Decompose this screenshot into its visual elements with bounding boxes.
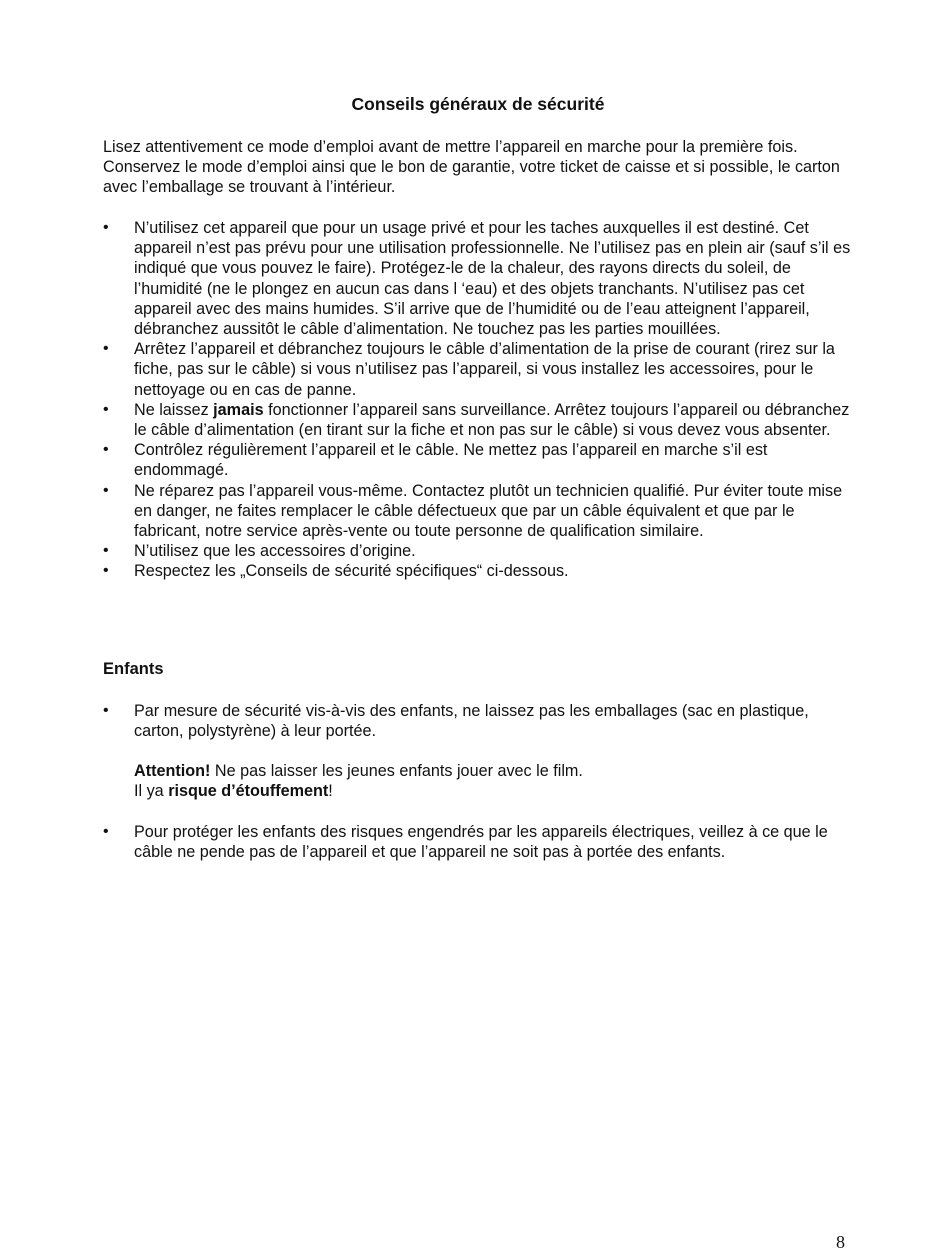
list-item: [103, 218, 853, 339]
list-item: [103, 541, 853, 561]
bullet-icon: •: [103, 219, 109, 236]
risk-prefix: Il ya: [134, 782, 169, 801]
risk-emphasis: risque d’étouffement: [168, 782, 329, 801]
bullet-icon: •: [103, 400, 109, 418]
list-item: [103, 561, 853, 581]
list-item-text: N’utilisez cet appareil que pour un usage privé et pour les taches auxquelles il est destiné. Cet appareil n’est pas prévu pour une utilisation professionnelle. Ne l’utilisez pas en plein air (sauf s’il es indiqué que vous pouvez le faire). Protégez-le de la chaleur, des rayons directs du soleil, de l’humidité (ne le plongez en aucun cas dans l ‘eau) et des objets tranchants. N’utilisez pas cet appareil avec des mains humides. S’il arrive que de l’humidité ou de l’eau atteignent l’appareil, débranchez aussitôt le câble d’alimentation. Ne touchez pas les parties mouillées.: [134, 219, 851, 339]
bullet-icon: •: [103, 481, 109, 499]
attention-label: Attention!: [134, 762, 211, 780]
list-item: [103, 701, 853, 741]
children-list-2: [103, 822, 853, 862]
page-number: 8: [836, 1232, 845, 1252]
children-list: [103, 701, 853, 741]
bullet-icon: •: [103, 702, 109, 719]
list-item-text: N’utilisez que les accessoires d’origine.: [134, 542, 416, 561]
safety-list: [103, 218, 853, 582]
page-title: Conseils généraux de sécurité: [351, 94, 605, 114]
list-item: [103, 481, 853, 542]
list-item-text: Respectez les „Conseils de sécurité spécifiques“ ci-dessous.: [134, 562, 569, 581]
bullet-icon: •: [103, 562, 109, 580]
text-segment: Ne laissez: [134, 400, 214, 419]
list-item: [103, 400, 853, 440]
list-item-text: Arrêtez l’appareil et débranchez toujours le câble d’alimentation de la prise de courant (rirez sur la fiche, pas sur le câble) si vous n’utilisez pas l’appareil, si vous installez les accessoires, pour le nettoyage ou en cas de panne.: [134, 340, 835, 399]
bullet-icon: •: [103, 441, 109, 459]
bullet-icon: •: [103, 340, 109, 358]
risk-suffix: !: [328, 782, 333, 801]
list-item-text: Pour protéger les enfants des risques engendrés par les appareils électriques, veillez à ce que le câble ne pende pas de l’appareil et que l’appareil ne soit pas à portée des enfants.: [134, 823, 828, 862]
bullet-icon: •: [103, 823, 109, 840]
list-item: [103, 440, 853, 480]
attention-text: Ne pas laisser les jeunes enfants jouer avec le film.: [210, 762, 583, 780]
intro-paragraph: Lisez attentivement ce mode d’emploi avant de mettre l’appareil en marche pour la première fois. Conservez le mode d’emploi ainsi que le bon de garantie, votre ticket de caisse et si possible, le carton avec l’emballage se trouvant à l’intérieur.: [103, 138, 840, 197]
list-item: [103, 822, 853, 862]
attention-notice: [134, 761, 853, 801]
list-item-text: Par mesure de sécurité vis-à-vis des enfants, ne laissez pas les emballages (sac en plastique, carton, polystyrène) à leur portée.: [134, 702, 809, 741]
text-segment: fonctionner l’appareil sans surveillance. Arrêtez toujours l’appareil ou débranchez le câble d’alimentation (en tirant sur la fiche et non pas sur le câble) si vous devez vous absenter.: [134, 400, 850, 440]
list-item: [103, 339, 853, 400]
list-item-text: [134, 401, 849, 439]
bullet-icon: •: [103, 542, 109, 560]
section-heading-enfants: Enfants: [103, 660, 164, 678]
list-item-text: Contrôlez régulièrement l’appareil et le câble. Ne mettez pas l’appareil en marche s’il est endommagé.: [134, 441, 768, 480]
list-item-text: Ne réparez pas l’appareil vous-même. Contactez plutôt un technicien qualifié. Pur éviter toute mise en danger, ne faites remplacer le câble défectueux que par un câble équivalent et que par le fabricant, notre service après-vente ou toute personne de qualification similaire.: [134, 481, 843, 541]
emphasis-text: jamais: [213, 400, 264, 419]
